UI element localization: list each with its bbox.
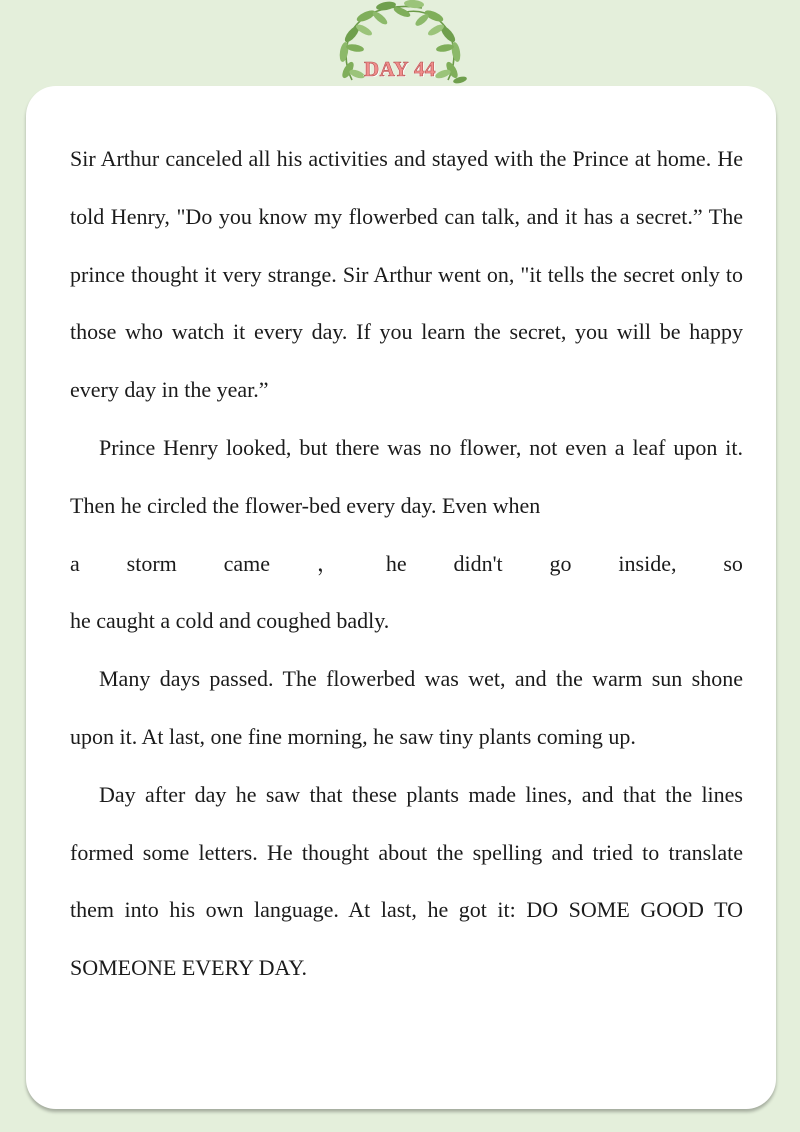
story-paragraph-2-line-3: he caught a cold and coughed badly. <box>70 608 390 634</box>
spread-word: so <box>723 550 743 576</box>
story-paragraph-3: Many days passed. The flowerbed was wet, and the warm sun shone upon it. At last, one fine morning, he saw tiny plants coming up. <box>70 666 743 749</box>
spread-word: he <box>385 550 407 576</box>
day-badge: DAY 44 <box>363 57 437 81</box>
spread-word: inside, <box>618 550 677 576</box>
spread-word: ， <box>316 550 339 576</box>
story-paragraph-2-line-1: Prince Henry looked, but there was no flower, not even a leaf upon it. Then he circled the flower-bed every day. Even when <box>70 434 743 518</box>
spread-word: came <box>223 550 271 576</box>
story-paragraph-2-line-2 <box>70 535 743 593</box>
spread-word: go <box>549 550 572 576</box>
spread-word: didn't <box>453 550 503 576</box>
spread-word: storm <box>126 550 177 576</box>
story-paragraph-4: Day after day he saw that these plants made lines, and that the lines formed some letters. He thought about the spelling and tried to translate them into his own language. At last, he got it: DO SOME GOOD TO SOMEONE EVERY DAY. <box>70 781 743 981</box>
story-text <box>70 130 743 997</box>
story-paragraph-1: Sir Arthur canceled all his activities and stayed with the Prince at home. He told Henry, "Do you know my flowerbed can talk, and it has a secret.” The prince thought it very strange. Sir Arthur went on, "it tells the secret only to those who watch it every day. If you learn the secret, you will be happy every day in the year.” <box>70 146 743 403</box>
spread-word: a <box>70 550 80 576</box>
